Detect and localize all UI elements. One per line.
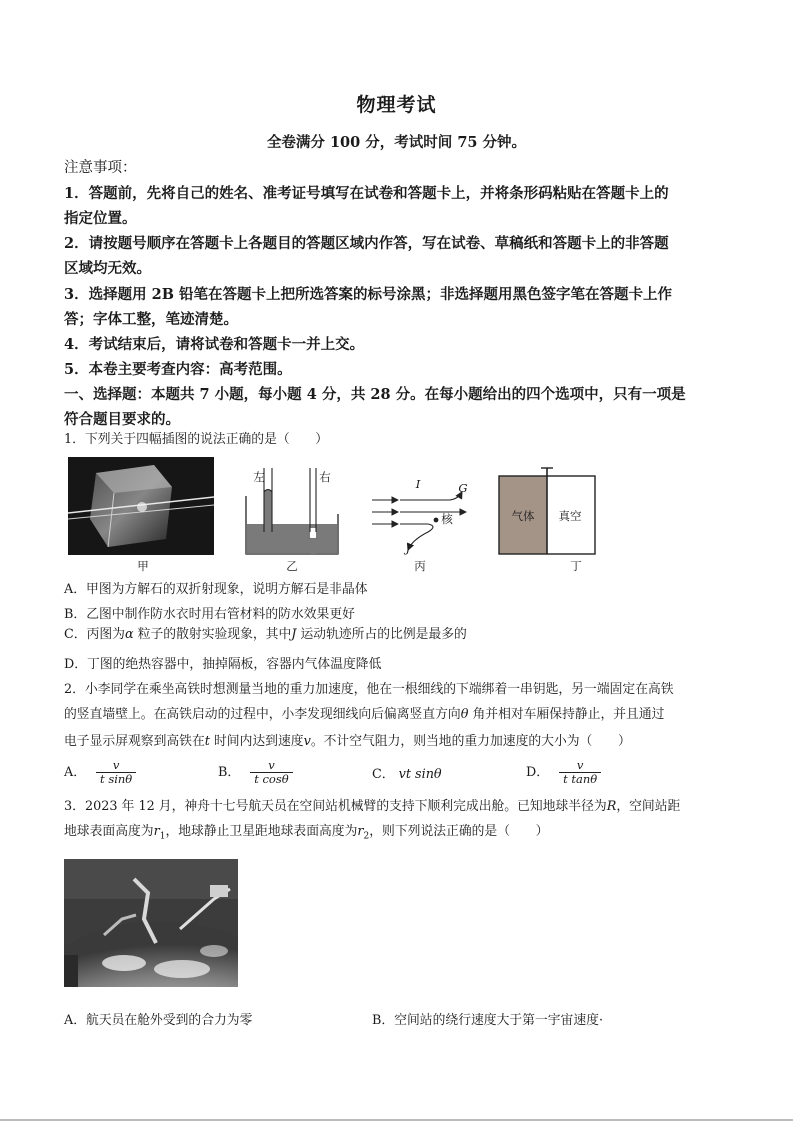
q2-option-d-denominator: t tanθ	[559, 772, 601, 786]
q2-line-3-mid: 时间内达到速度	[209, 734, 304, 749]
q1-figure-jia-calcite-photo	[68, 457, 214, 555]
q2-line-3-post: 。不计空气阻力，则当地的重力加速度的大小为（ ）	[310, 734, 631, 749]
q3-space-station-photo	[64, 859, 238, 987]
note-1-line-2: 指定位置。	[64, 210, 137, 227]
q2-line-3-pre: 电子显示屏观察到高铁在	[64, 734, 205, 749]
q2-theta: θ	[460, 707, 469, 722]
q1-option-b: B．乙图中制作防水衣时用右管材料的防水效果更好	[64, 607, 355, 622]
q2-option-b-numerator: v	[268, 758, 275, 772]
q1-option-c-mid: 粒子的散射实验现象，其中	[133, 627, 292, 642]
q2-option-d-label: D．	[526, 765, 550, 780]
section-1-line-1: 一、选择题：本题共 7 小题，每小题 4 分，共 28 分。在每小题给出的四个选项中，只有一项是	[64, 386, 686, 403]
q2-option-a	[64, 759, 136, 786]
q3-option-a: A．航天员在舱外受到的合力为零	[64, 1013, 253, 1028]
q1-figure-yi-right-label: 右	[319, 470, 331, 484]
q1-figure-yi-label: 乙	[286, 559, 298, 573]
q1-figure-bing-I-label: I	[415, 477, 421, 491]
q1-option-a: A．甲图为方解石的双折射现象，说明方解石是非晶体	[64, 582, 368, 597]
q2-option-d	[526, 759, 601, 786]
q3-option-b: B．空间站的绕行速度大于第一宇宙速度·	[372, 1013, 604, 1028]
exam-subtitle: 全卷满分 100 分，考试时间 75 分钟。	[266, 134, 527, 151]
note-3-line-2: 答；字体工整，笔迹清楚。	[64, 311, 238, 328]
q2-option-a-fraction	[96, 759, 136, 786]
q1-option-c	[64, 625, 734, 645]
q3-R: R	[606, 799, 617, 814]
q3-r2-subscript: 2	[363, 831, 370, 842]
q3-r1-subscript: 1	[159, 831, 166, 842]
q3-line-2-post: ，则下列说法正确的是（ ）	[369, 824, 549, 839]
q2-option-d-fraction	[559, 759, 601, 786]
note-2-line-2: 区域均无效。	[64, 260, 151, 277]
q3-line-1-pre: 3．2023 年 12 月，神舟十七号航天员在空间站机械臂的支持下顺利完成出舱。已知地球半径为	[64, 799, 607, 814]
q2-option-d-numerator: v	[576, 758, 584, 772]
q1-option-c-alpha: α	[124, 627, 134, 642]
section-1-line-2: 符合题目要求的。	[64, 411, 180, 428]
q1-figure-bing-nucleus-label: 核	[441, 512, 453, 526]
q2-option-b-fraction	[250, 759, 292, 786]
q2-option-a-numerator: v	[112, 758, 120, 772]
q1-figure-bing-G-label: G	[458, 481, 468, 495]
note-2-line-1: 2．请按题号顺序在答题卡上各题目的答题区域内作答，写在试卷、草稿纸和答题卡上的非答题	[64, 235, 669, 252]
note-1-line-1: 1．答题前，先将自己的姓名、准考证号填写在试卷和答题卡上，并将条形码粘贴在答题卡上的	[64, 185, 669, 202]
note-4: 4．考试结束后，请将试卷和答题卡一并上交。	[64, 336, 365, 353]
q2-option-b-label: B．	[218, 765, 241, 780]
q1-stem: 1．下列关于四幅插图的说法正确的是（ ）	[64, 432, 329, 447]
q2-stem-line-3	[64, 732, 734, 752]
q2-stem-line-1: 2．小李同学在乘坐高铁时想测量当地的重力加速度，他在一根细线的下端绑着一串钥匙，另一端固定在高铁	[64, 682, 674, 697]
q2-stem-line-2	[64, 705, 734, 725]
q1-option-c-J: J	[291, 627, 297, 642]
q2-option-c	[372, 765, 442, 785]
q3-r2: r	[357, 824, 364, 839]
q1-figure-ding-vacuum-label: 真空	[558, 509, 582, 523]
notes-heading: 注意事项：	[64, 160, 137, 176]
q3-line-1-post: ，空间站距	[616, 799, 681, 814]
note-5: 5．本卷主要考查内容：高考范围。	[64, 361, 292, 378]
q2-option-b	[218, 759, 293, 786]
q3-stem-line-2	[64, 822, 734, 847]
q1-figure-ding-gas-label: 气体	[511, 509, 535, 523]
q1-figure-ding-label: 丁	[570, 559, 582, 573]
q3-r1: r	[153, 824, 160, 839]
q1-option-c-pre: C．丙图为	[64, 627, 125, 642]
q1-figure-bing-J-label: J	[405, 541, 411, 555]
q2-line-2-post: 角并相对车厢保持静止，并且通过	[468, 707, 665, 722]
q2-t: t	[204, 734, 210, 749]
q2-option-a-denominator: t sinθ	[96, 772, 136, 786]
q2-option-c-expression: vt sinθ	[398, 767, 442, 782]
q3-line-2-mid: ，地球静止卫星距地球表面高度为	[165, 824, 358, 839]
q1-figure-jia-label: 甲	[137, 559, 149, 573]
exam-title: 物理考试	[356, 94, 437, 116]
q1-figure-bing-scattering-diagram	[370, 478, 490, 556]
q2-option-b-denominator: t cosθ	[250, 772, 292, 786]
q2-v: v	[303, 734, 311, 749]
q1-figure-bing-label: 丙	[414, 559, 426, 573]
q1-figure-yi-left-label: 左	[253, 470, 265, 484]
q2-line-2-pre: 的竖直墙壁上。在高铁启动的过程中，小李发现细线向后偏离竖直方向	[64, 707, 461, 722]
q1-option-d: D．丁图的绝热容器中，抽掉隔板，容器内气体温度降低	[64, 657, 382, 672]
q2-option-a-label: A．	[64, 765, 87, 780]
page-bottom-divider	[0, 1119, 793, 1121]
q3-line-2-pre: 地球表面高度为	[64, 824, 154, 839]
q1-option-c-post: 运动轨迹所占的比例是最多的	[296, 627, 467, 642]
note-3-line-1: 3．选择题用 2B 铅笔在答题卡上把所选答案的标号涂黑；非选择题用黑色签字笔在答题卡上作	[64, 286, 673, 303]
q2-option-c-label: C．	[372, 767, 395, 782]
q3-stem-line-1	[64, 797, 734, 817]
